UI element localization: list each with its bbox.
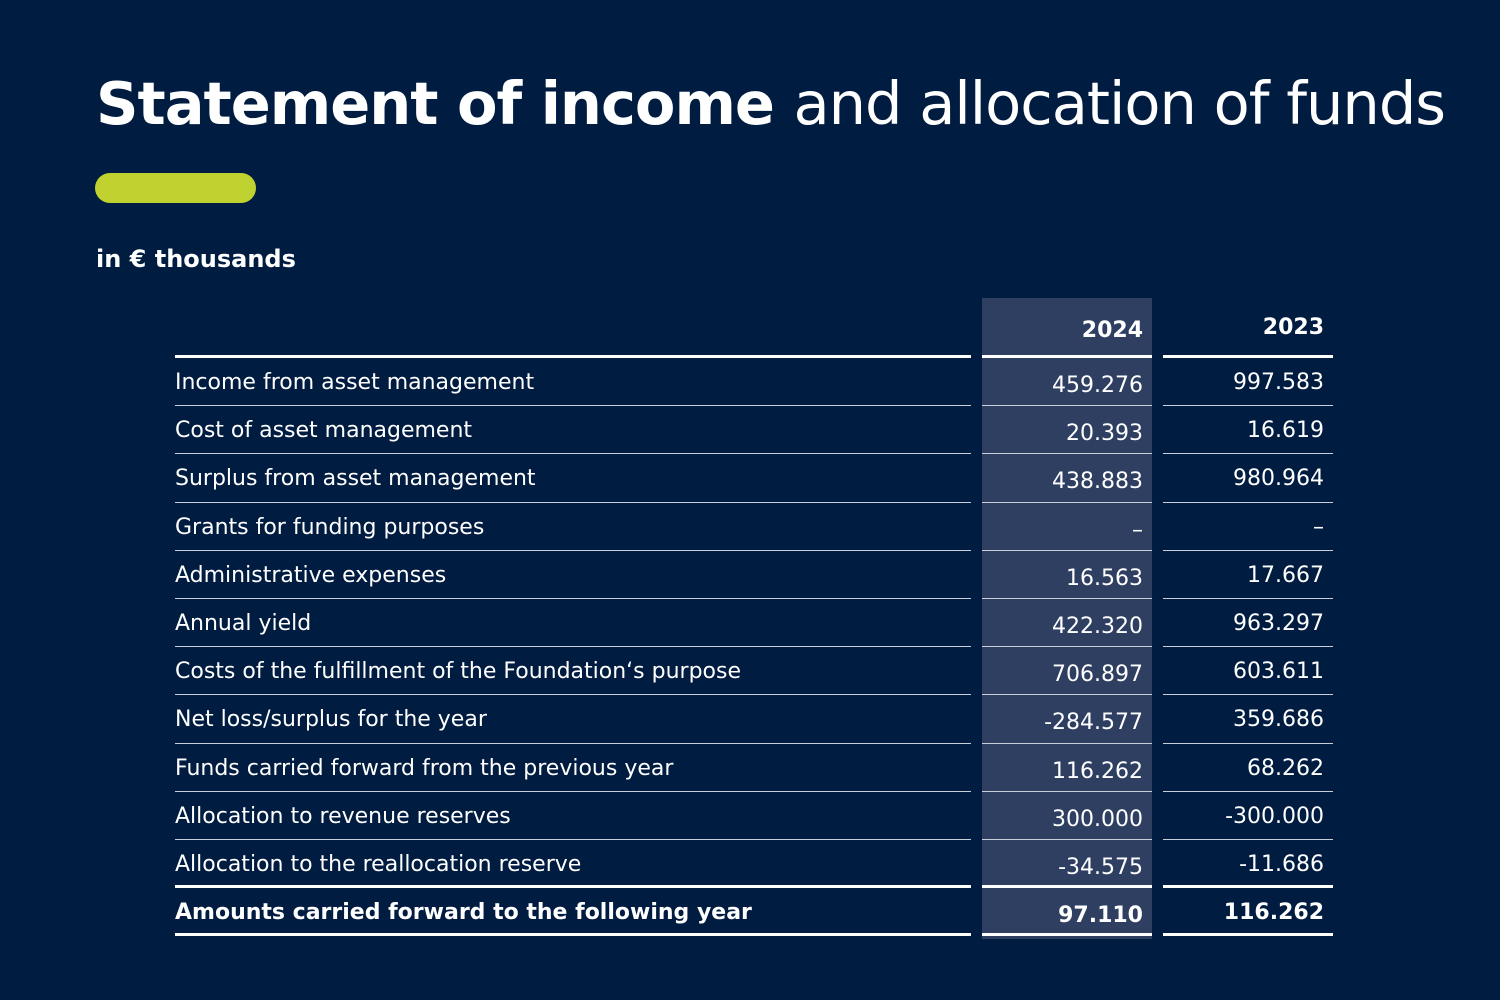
row-value-2023: – xyxy=(1313,514,1324,540)
row-label: Grants for funding purposes xyxy=(175,514,485,540)
table-total-row xyxy=(175,888,1333,936)
row-value-2024: 300.000 xyxy=(1052,806,1143,832)
table-row xyxy=(175,744,1333,792)
table-row xyxy=(175,358,1333,406)
table-row xyxy=(175,840,1333,888)
title-light-part: and allocation of funds xyxy=(793,69,1446,138)
row-value-2024: 438.883 xyxy=(1052,469,1143,495)
row-value-2023: 16.619 xyxy=(1247,418,1324,444)
row-value-2024: 706.897 xyxy=(1052,662,1143,688)
row-value-2024: -34.575 xyxy=(1058,854,1143,880)
row-label: Net loss/surplus for the year xyxy=(175,707,487,733)
row-value-2023: 359.686 xyxy=(1233,707,1324,733)
table-row xyxy=(175,695,1333,743)
row-value-2023: 603.611 xyxy=(1233,659,1324,685)
total-value-2024: 97.110 xyxy=(1058,903,1143,929)
row-value-2024: -284.577 xyxy=(1044,710,1143,736)
table-row xyxy=(175,454,1333,502)
header-2023: 2023 xyxy=(1262,315,1324,340)
row-value-2024: 16.563 xyxy=(1066,565,1143,591)
row-label: Surplus from asset management xyxy=(175,466,536,492)
total-value-2023: 116.262 xyxy=(1223,900,1324,926)
row-value-2023: 963.297 xyxy=(1233,610,1324,636)
units-label: in € thousands xyxy=(96,245,296,273)
row-value-2024: 459.276 xyxy=(1052,373,1143,398)
accent-bar xyxy=(95,173,256,203)
income-statement-table xyxy=(175,298,1333,936)
page-title xyxy=(96,66,1445,142)
row-label: Allocation to revenue reserves xyxy=(175,803,511,829)
row-label: Annual yield xyxy=(175,610,312,636)
row-label: Cost of asset management xyxy=(175,418,473,444)
row-label: Costs of the fulfillment of the Foundation‘s purpose xyxy=(175,659,741,685)
table-row xyxy=(175,406,1333,454)
table-row xyxy=(175,599,1333,647)
row-label: Funds carried forward from the previous year xyxy=(175,755,674,781)
title-bold-part: Statement of income xyxy=(96,69,774,138)
row-label: Income from asset management xyxy=(175,370,535,395)
row-value-2023: -11.686 xyxy=(1239,851,1324,877)
total-label: Amounts carried forward to the following year xyxy=(175,900,752,926)
row-label: Administrative expenses xyxy=(175,562,447,588)
header-label xyxy=(175,298,971,358)
row-value-2023: -300.000 xyxy=(1225,803,1324,829)
row-value-2023: 980.964 xyxy=(1233,466,1324,492)
row-value-2023: 997.583 xyxy=(1233,370,1324,395)
row-value-2024: – xyxy=(1132,517,1143,543)
table-header-row xyxy=(175,298,1333,358)
row-value-2023: 68.262 xyxy=(1247,755,1324,781)
table-row xyxy=(175,792,1333,840)
row-value-2024: 20.393 xyxy=(1066,421,1143,447)
table-row xyxy=(175,647,1333,695)
table-row xyxy=(175,551,1333,599)
row-value-2023: 17.667 xyxy=(1247,562,1324,588)
header-2024: 2024 xyxy=(1081,318,1143,343)
row-value-2024: 116.262 xyxy=(1052,758,1143,784)
row-value-2024: 422.320 xyxy=(1052,613,1143,639)
table-row xyxy=(175,503,1333,551)
row-label: Allocation to the reallocation reserve xyxy=(175,851,582,877)
